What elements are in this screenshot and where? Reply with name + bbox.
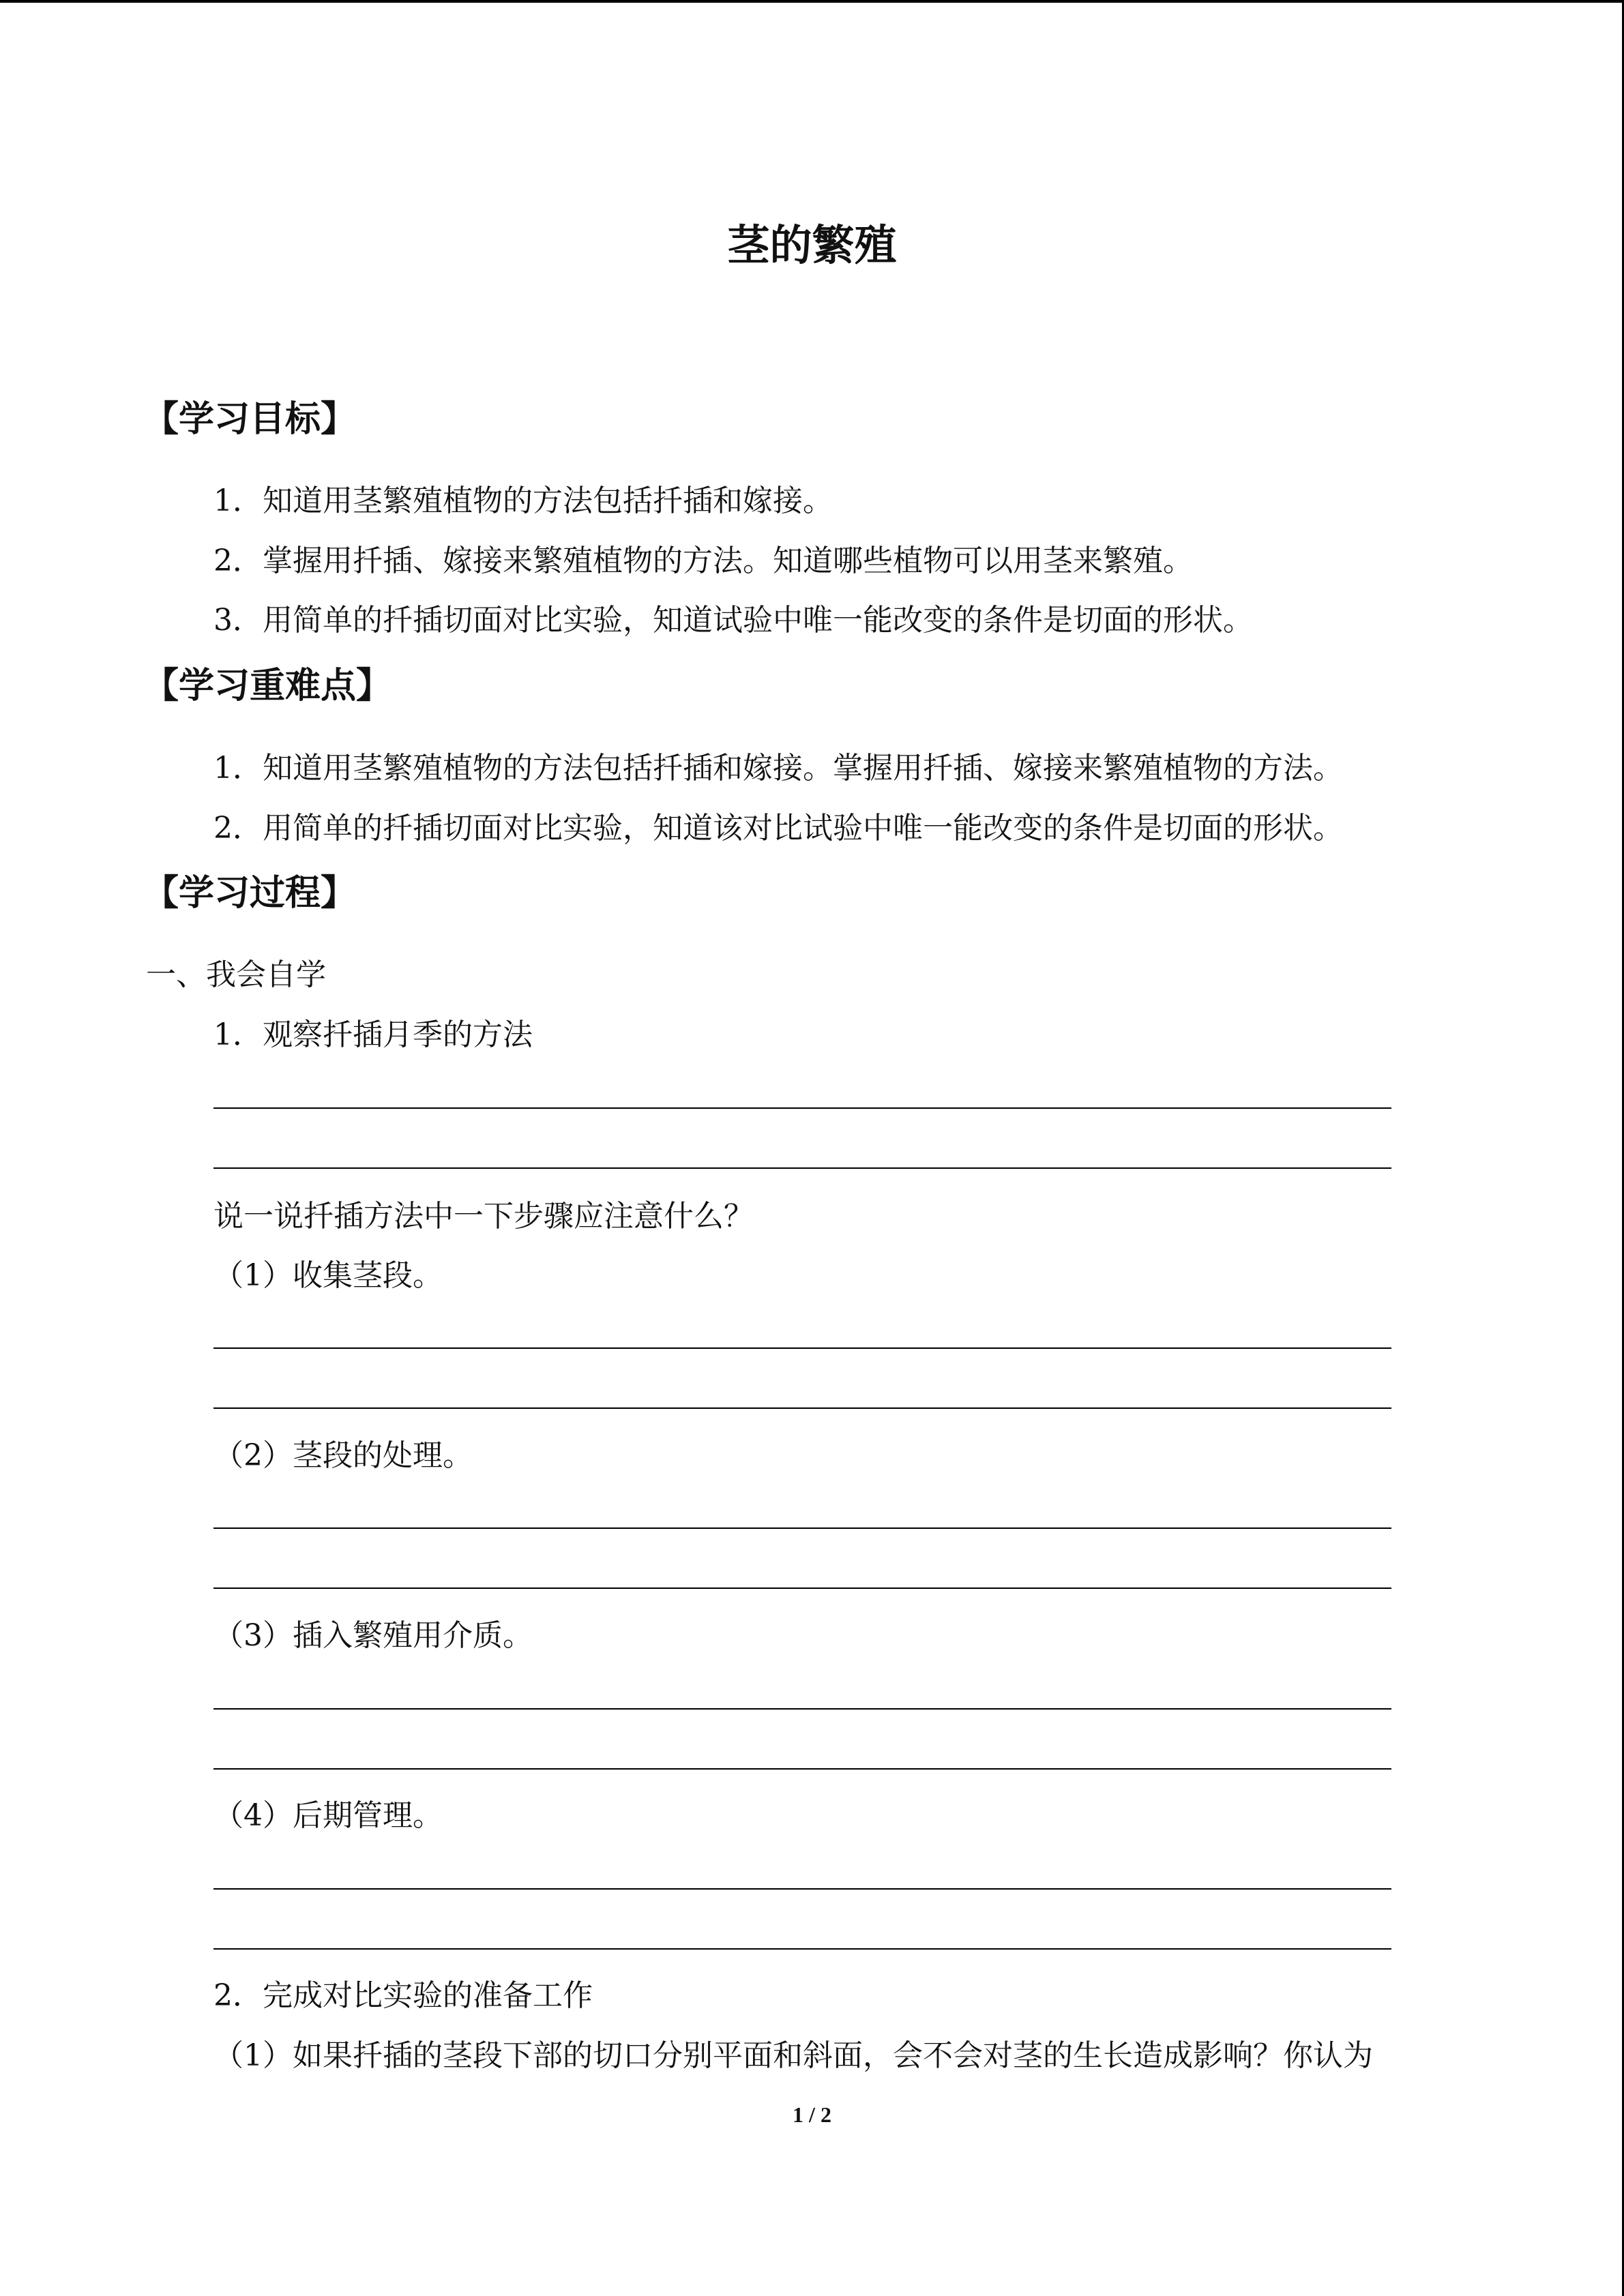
step-3-label: （3）插入繁殖用介质。 xyxy=(213,1618,533,1653)
answer-line[interactable] xyxy=(213,1888,1391,1890)
question-1-prompt: 说一说扦插方法中一下步骤应注意什么？ xyxy=(213,1199,754,1234)
key-point-item-2: 2．用简单的扦插切面对比实验，知道该对比试验中唯一能改变的条件是切面的形状。 xyxy=(213,811,1343,846)
answer-line[interactable] xyxy=(213,1527,1391,1529)
key-point-item-1: 1．知道用茎繁殖植物的方法包括扦插和嫁接。掌握用扦插、嫁接来繁殖植物的方法。 xyxy=(213,751,1343,786)
step-4-label: （4）后期管理。 xyxy=(213,1798,443,1833)
answer-line[interactable] xyxy=(213,1167,1391,1169)
question-2: 2．完成对比实验的准备工作 xyxy=(213,1978,593,2013)
answer-line[interactable] xyxy=(213,1407,1391,1409)
process-heading: 【学习过程】 xyxy=(143,873,357,914)
answer-line[interactable] xyxy=(213,1768,1391,1770)
goal-item-1: 1．知道用茎繁殖植物的方法包括扦插和嫁接。 xyxy=(213,483,833,518)
page-number: 1 / 2 xyxy=(793,2102,831,2127)
page-title: 茎的繁殖 xyxy=(727,220,897,270)
answer-line[interactable] xyxy=(213,1948,1391,1950)
goal-item-3: 3．用简单的扦插切面对比实验，知道试验中唯一能改变的条件是切面的形状。 xyxy=(213,603,1253,638)
key-points-heading: 【学习重难点】 xyxy=(143,666,392,706)
answer-line[interactable] xyxy=(213,1107,1391,1109)
goal-item-2: 2．掌握用扦插、嫁接来繁殖植物的方法。知道哪些植物可以用茎来繁殖。 xyxy=(213,543,1193,578)
step-2-label: （2）茎段的处理。 xyxy=(213,1438,473,1473)
answer-line[interactable] xyxy=(213,1347,1391,1349)
answer-line[interactable] xyxy=(213,1587,1391,1589)
answer-line[interactable] xyxy=(213,1708,1391,1710)
step-1-label: （1）收集茎段。 xyxy=(213,1258,443,1293)
question-1: 1．观察扦插月季的方法 xyxy=(213,1017,533,1052)
top-border xyxy=(0,0,1624,3)
question-2-sub-1: （1）如果扦插的茎段下部的切口分别平面和斜面，会不会对茎的生长造成影响？你认为 xyxy=(213,2038,1373,2073)
goals-heading: 【学习目标】 xyxy=(143,399,357,440)
part1-title: 一、我会自学 xyxy=(146,957,326,992)
